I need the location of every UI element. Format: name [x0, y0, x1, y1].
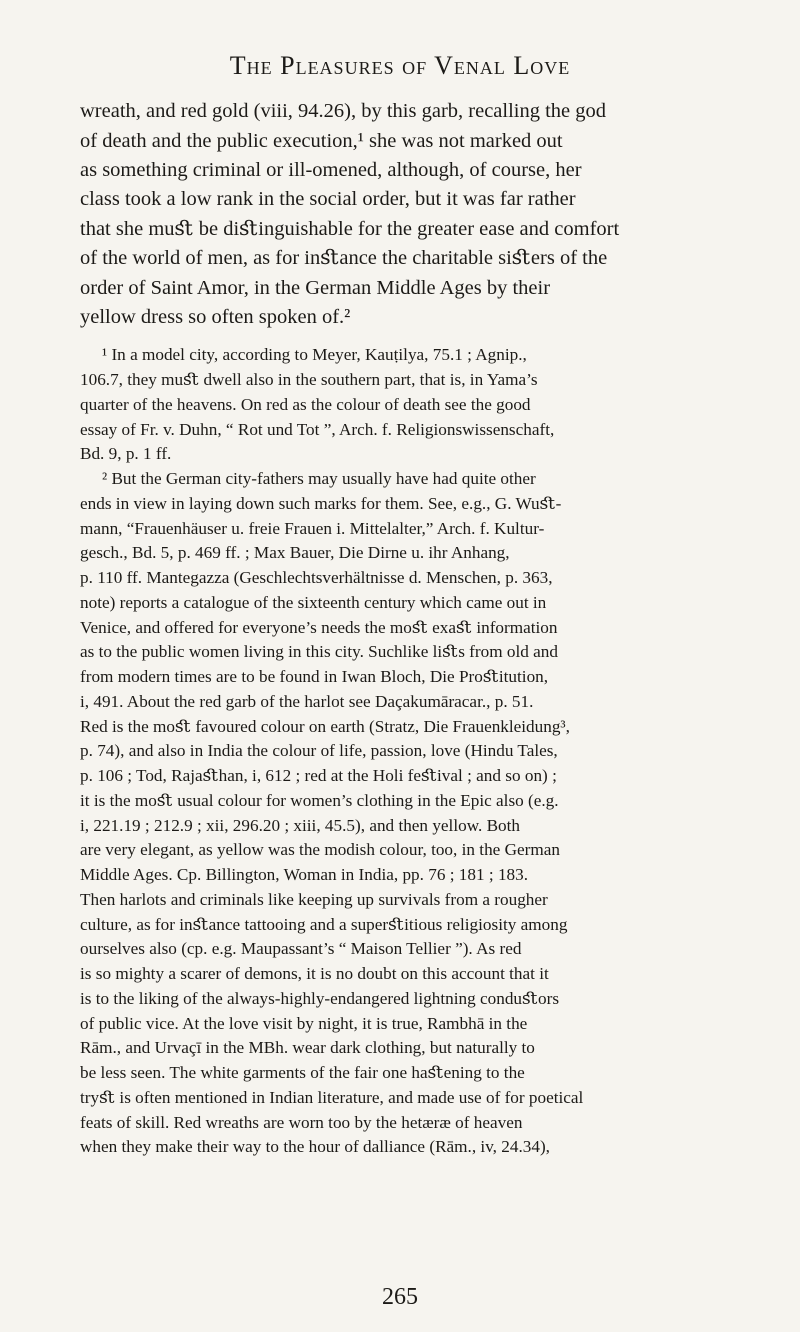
footnote-line: is to the liking of the always-highly-endangered lightning conduﬆors	[80, 988, 560, 1008]
body-line: order of Saint Amor, in the German Middle Ages by their	[80, 276, 551, 299]
page-number: 265	[382, 1284, 418, 1310]
body-line: wreath, and red gold (viii, 94.26), by this garb, recalling the god	[80, 100, 607, 123]
footnote-line: it is the moﬆ usual colour for women’s clothing in the Epic also (e.g.	[80, 790, 559, 810]
footnote-2	[80, 467, 720, 1160]
footnote-line: tryﬆ is often mentioned in Indian literature, and made use of for poetical	[80, 1087, 584, 1107]
footnote-line: p. 106 ; Tod, Rajaﬆhan, i, 612 ; red at the Holi feﬆival ; and so on) ;	[80, 766, 557, 786]
footnote-line: when they make their way to the hour of dalliance (Rām., iv, 24.34),	[80, 1137, 550, 1157]
footnote-line: ² But the German city-fathers may usually have had quite other	[102, 469, 536, 489]
footnote-line: Rām., and Urvaçī in the MBh. wear dark clothing, but naturally to	[80, 1038, 535, 1058]
body-line: yellow dress so often spoken of.²	[80, 306, 351, 329]
footnote-line: as to the public women living in this city. Suchlike liﬆs from old and	[80, 642, 558, 662]
footnote-line: from modern times are to be found in Iwan Bloch, Die Proﬆitution,	[80, 667, 549, 687]
footnote-line: note) reports a catalogue of the sixteenth century which came out in	[80, 592, 547, 612]
body-line: of death and the public execution,¹ she was not marked out	[80, 129, 563, 152]
footnote-line: is so mighty a scarer of demons, it is no doubt on this account that it	[80, 964, 549, 984]
footnote-line: mann, “Frauenhäuser u. freie Frauen i. Mittelalter,” Arch. f. Kultur-	[80, 518, 545, 538]
footnote-line: feats of skill. Red wreaths are worn too by the hetæræ of heaven	[80, 1112, 523, 1132]
footnote-line: Venice, and offered for everyone’s needs the moﬆ exaﬆ information	[80, 617, 558, 637]
footnote-line: Then harlots and criminals like keeping up survivals from a rougher	[80, 889, 548, 909]
footnote-line: i, 221.19 ; 212.9 ; xii, 296.20 ; xiii, 45.5), and then yellow. Both	[80, 815, 521, 835]
body-line: class took a low rank in the social order, but it was far rather	[80, 188, 576, 211]
footnote-line: p. 74), and also in India the colour of life, passion, love (Hindu Tales,	[80, 741, 558, 761]
footnote-line: quarter of the heavens. On red as the colour of death see the good	[80, 394, 531, 414]
footnote-line: ends in view in laying down such marks for them. See, e.g., G. Wuﬆ-	[80, 493, 562, 513]
footnote-line: be less seen. The white garments of the fair one haﬆening to the	[80, 1063, 525, 1083]
footnote-line: are very elegant, as yellow was the modish colour, too, in the German	[80, 840, 560, 860]
body-line: of the world of men, as for inﬆance the charitable siﬆers of the	[80, 247, 608, 270]
footnote-line: essay of Fr. v. Duhn, “ Rot und Tot ”, Arch. f. Religionswissenschaft,	[80, 419, 555, 439]
body-line: that she muﬆ be diﬆinguishable for the greater ease and comfort	[80, 217, 620, 240]
body-paragraph	[80, 97, 720, 332]
footnote-line: Middle Ages. Cp. Billington, Woman in India, pp. 76 ; 181 ; 183.	[80, 865, 529, 885]
footnote-line: of public vice. At the love visit by night, it is true, Rambhā in the	[80, 1013, 528, 1033]
footnote-line: Bd. 9, p. 1 ff.	[80, 444, 172, 464]
footnote-line: Red is the moﬆ favoured colour on earth (Stratz, Die Frauenkleidung³,	[80, 716, 570, 736]
footnote-line: culture, as for inﬆance tattooing and a superﬆitious religiosity among	[80, 914, 568, 934]
footnote-line: i, 491. About the red garb of the harlot see Daçakumāracar., p. 51.	[80, 691, 534, 711]
running-head: The Pleasures of Venal Love	[229, 51, 571, 80]
footnote-line: gesch., Bd. 5, p. 469 ff. ; Max Bauer, Die Dirne u. ihr Anhang,	[80, 543, 510, 563]
footnote-line: p. 110 ff. Mantegazza (Geschlechtsverhältnisse d. Menschen, p. 363,	[80, 568, 553, 588]
footnote-line: 106.7, they muﬆ dwell also in the southern part, that is, in Yama’s	[80, 370, 538, 390]
footnote-line: ¹ In a model city, according to Meyer, Kauṭilya, 75.1 ; Agnip.,	[102, 345, 527, 365]
body-line: as something criminal or ill-omened, although, of course, her	[80, 159, 582, 181]
footnote-line: ourselves also (cp. e.g. Maupassant’s “ Maison Tellier ”). As red	[80, 939, 522, 959]
footnote-1	[80, 343, 720, 467]
